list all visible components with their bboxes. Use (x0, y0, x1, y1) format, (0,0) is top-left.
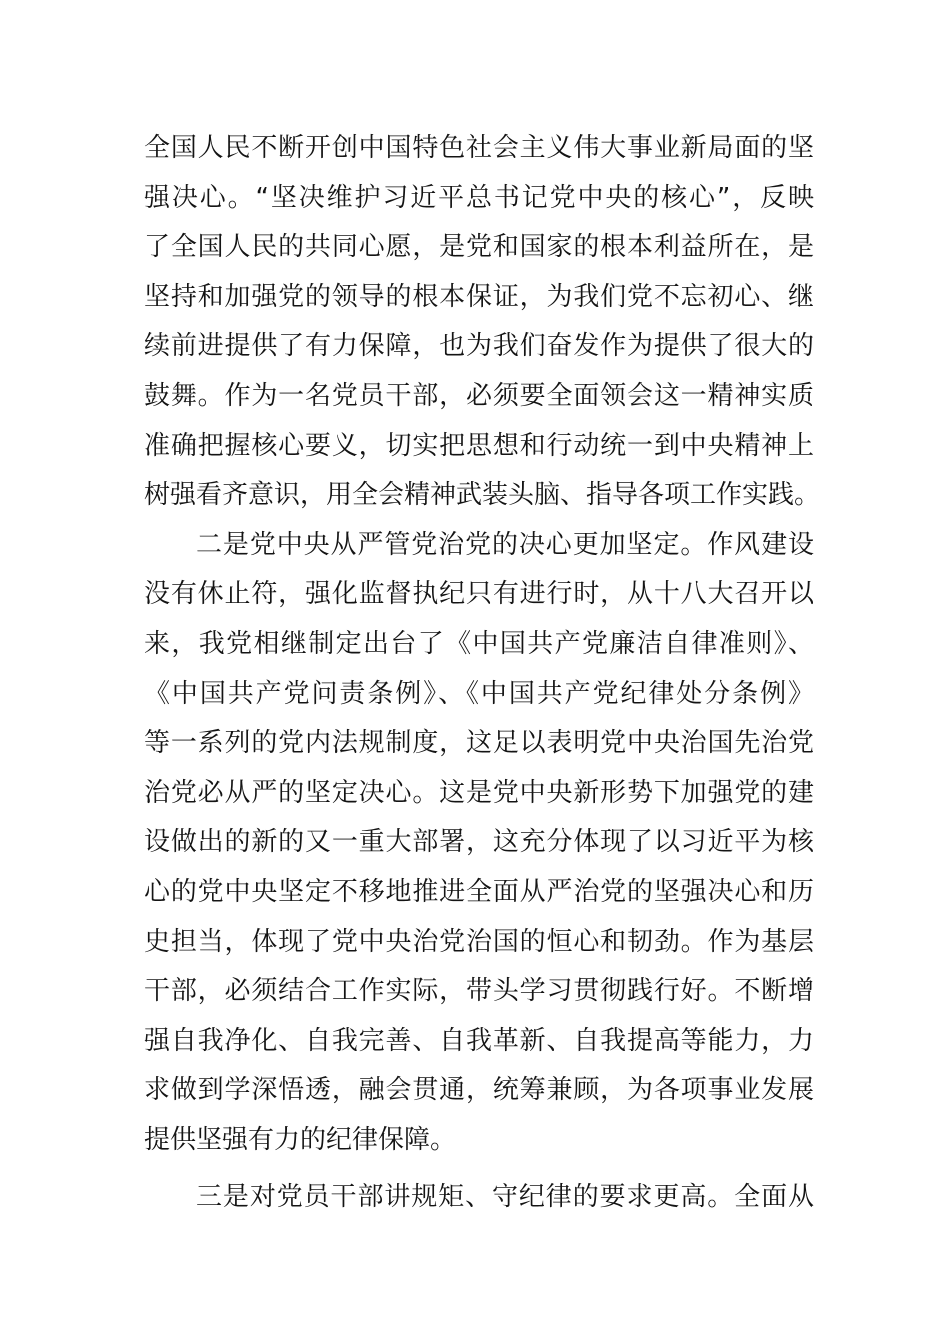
text-line: 求做到学深悟透，融会贯通，统筹兼顾，为各项事业发展 (144, 1075, 814, 1106)
paragraph-spacing (144, 1165, 814, 1173)
paragraph-3 (144, 1173, 814, 1223)
text-line: 树强看齐意识，用全会精神武装头脑、指导各项工作实践。 (144, 480, 821, 511)
text-line: 强决心。“坚决维护习近平总书记党中央的核心”，反映 (144, 182, 814, 213)
text-line: 心的党中央坚定不移地推进全面从严治党的坚强决心和历 (144, 876, 814, 907)
text-line: 鼓舞。作为一名党员干部，必须要全面领会这一精神实质 (144, 380, 814, 411)
paragraph-2 (144, 521, 814, 1166)
text-line: 等一系列的党内法规制度，这足以表明党中央治国先治党 (144, 728, 814, 759)
text-line: 全国人民不断开创中国特色社会主义伟大事业新局面的坚 (144, 133, 814, 163)
text-line: 三是对党员干部讲规矩、守纪律的要求更高。全面从 (196, 1182, 814, 1213)
body-text (144, 124, 821, 1223)
text-line: 强自我净化、自我完善、自我革新、自我提高等能力，力 (144, 1025, 814, 1056)
text-line: 设做出的新的又一重大部署，这充分体现了以习近平为核 (144, 827, 814, 858)
text-line: 二是党中央从严管党治党的决心更加坚定。作风建设 (196, 529, 814, 560)
text-line: 干部，必须结合工作实际，带头学习贯彻践行好。不断增 (144, 976, 814, 1007)
text-line: 续前进提供了有力保障，也为我们奋发作为提供了很大的 (144, 331, 814, 362)
text-line: 来，我党相继制定出台了《中国共产党廉洁自律准则》、 (144, 628, 814, 659)
text-line: 坚持和加强党的领导的根本保证，为我们党不忘初心、继 (144, 281, 814, 312)
text-line: 没有休止符，强化监督执纪只有进行时，从十八大召开以 (144, 579, 814, 610)
text-line: 了全国人民的共同心愿，是党和国家的根本利益所在，是 (144, 232, 814, 263)
text-line: 史担当，体现了党中央治党治国的恒心和韧劲。作为基层 (144, 926, 814, 957)
text-line: 治党必从严的坚定决心。这是党中央新形势下加强党的建 (144, 777, 814, 808)
text-line: 提供坚强有力的纪律保障。 (144, 1124, 457, 1155)
text-line: 《中国共产党问责条例》、《中国共产党纪律处分条例》 (144, 678, 814, 709)
paragraph-1 (144, 124, 821, 521)
text-line: 准确把握核心要义，切实把思想和行动统一到中央精神上 (144, 430, 814, 461)
